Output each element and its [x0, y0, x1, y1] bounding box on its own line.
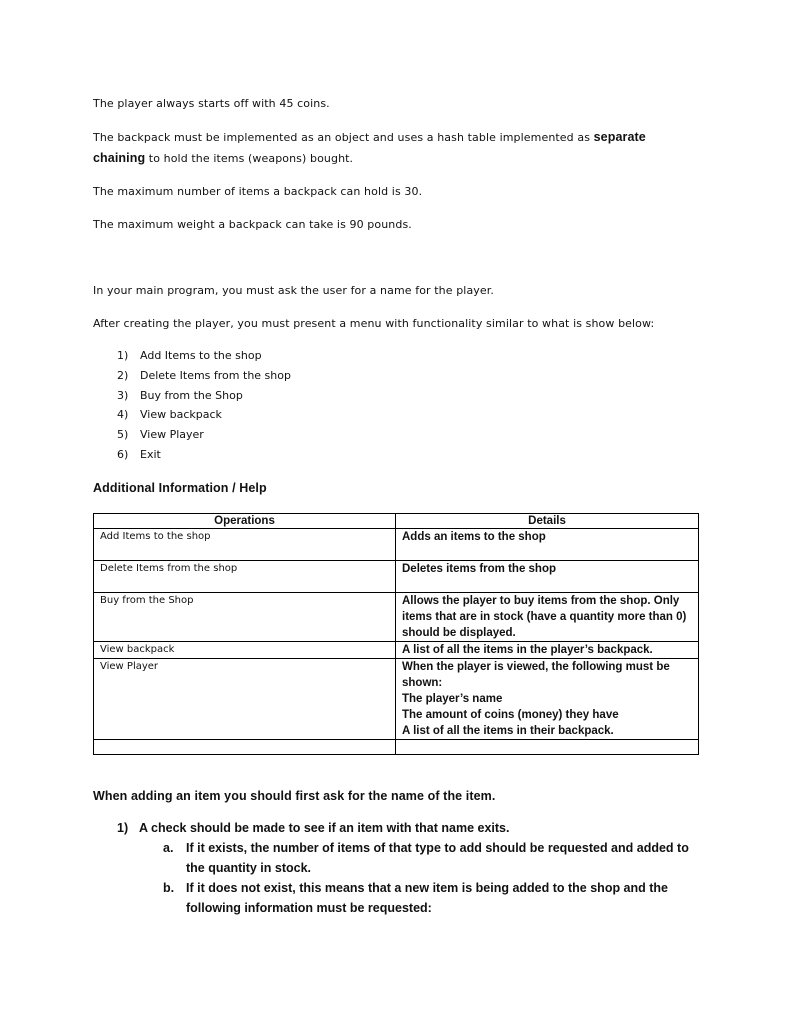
text-segment: to hold the items (weapons) bought.	[145, 152, 354, 165]
list-item: 2) Delete Items from the shop	[117, 368, 291, 382]
table-row	[94, 592, 699, 641]
details-cell: Deletes items from the shop	[396, 560, 699, 592]
details-cell: A list of all the items in the player’s backpack.	[396, 641, 699, 658]
paragraph-starting-coins: The player always starts off with 45 coins.	[93, 97, 330, 110]
list-item: b. If it does not exist, this means that a new item is being added to the shop and the following information must be requested:	[163, 880, 669, 915]
table-row	[94, 641, 699, 658]
table-row	[94, 560, 699, 592]
details-cell	[396, 658, 699, 739]
menu-list	[93, 346, 699, 465]
paragraph-max-items: The maximum number of items a backpack can hold is 30.	[93, 185, 423, 198]
details-cell	[396, 739, 699, 754]
operation-cell: Delete Items from the shop	[94, 560, 396, 592]
document-page	[93, 94, 699, 918]
list-item: 3) Buy from the Shop	[117, 388, 243, 402]
emphasis-separate-chaining: separate chaining	[93, 130, 646, 165]
detail-line: When the player is viewed, the following must be shown:	[402, 660, 670, 689]
paragraph-backpack-implementation	[93, 127, 699, 169]
operation-cell: Buy from the Shop	[94, 592, 396, 641]
details-cell: Adds an items to the shop	[396, 528, 699, 560]
list-item: 1) A check should be made to see if an item with that name exits.	[117, 820, 510, 835]
detail-line: A list of all the items in their backpack.	[402, 724, 614, 737]
table-row	[94, 658, 699, 739]
detail-line: The amount of coins (money) they have	[402, 708, 619, 721]
list-item: 6) Exit	[117, 447, 161, 461]
text-segment: The backpack must be implemented as an object and uses a hash table implemented as	[93, 131, 594, 144]
list-item: 5) View Player	[117, 428, 204, 442]
table-row	[94, 528, 699, 560]
paragraph-main-program: In your main program, you must ask the user for a name for the player.	[93, 284, 494, 297]
list-item: a. If it exists, the number of items of that type to add should be requested and added to the quantity in stock.	[163, 840, 689, 875]
operation-cell: View backpack	[94, 641, 396, 658]
paragraph-adding-intro: When adding an item you should first ask for the name of the item.	[93, 788, 496, 803]
operations-table	[93, 513, 699, 755]
details-cell: Allows the player to buy items from the shop. Only items that are in stock (have a quantity more than 0) should be displayed.	[396, 592, 699, 641]
table-row	[94, 739, 699, 754]
table-header-row	[94, 513, 699, 528]
list-item: 1) Add Items to the shop	[117, 349, 262, 362]
paragraph-menu-intro: After creating the player, you must present a menu with functionality similar to what is show below:	[93, 317, 655, 330]
operation-cell	[94, 739, 396, 754]
paragraph-max-weight: The maximum weight a backpack can take is 90 pounds.	[93, 218, 412, 231]
column-header-details: Details	[396, 513, 699, 528]
operation-cell: View Player	[94, 658, 396, 739]
steps-list	[93, 818, 699, 918]
column-header-operations: Operations	[94, 513, 396, 528]
sub-steps-list	[93, 838, 699, 918]
list-item: 4) View backpack	[117, 408, 222, 422]
help-heading: Additional Information / Help	[93, 480, 267, 495]
detail-line: The player’s name	[402, 692, 503, 705]
operation-cell: Add Items to the shop	[94, 528, 396, 560]
sublist-container	[93, 838, 699, 918]
